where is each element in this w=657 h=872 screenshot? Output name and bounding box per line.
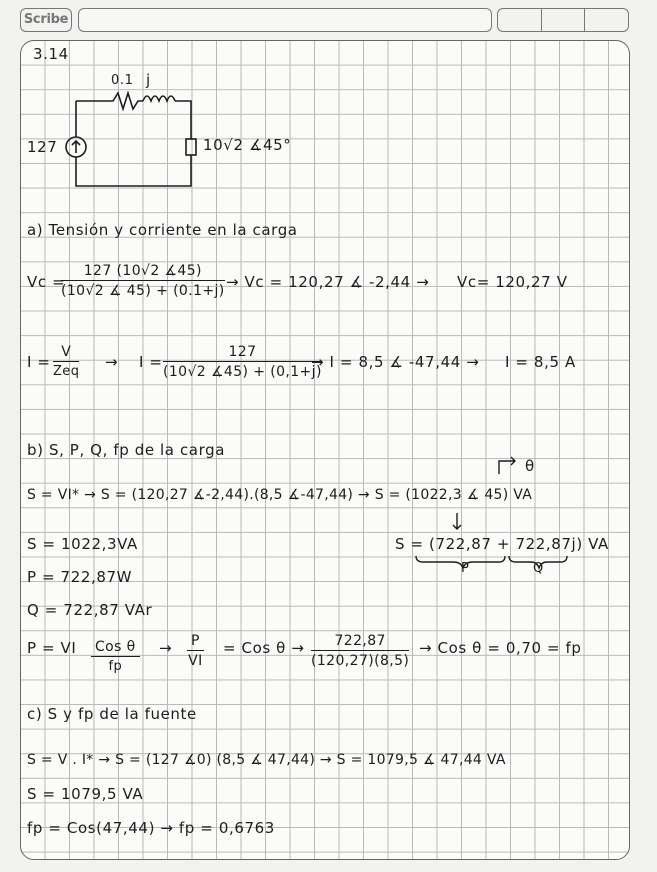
q-value: Q = 722,87 VAr bbox=[27, 601, 153, 619]
pf-result: → Cos θ = 0,70 = fp bbox=[419, 639, 582, 657]
i-step: → I = 8,5 ∡ -47,44 → bbox=[311, 353, 480, 371]
top-bar bbox=[0, 0, 657, 38]
i-arrow: → bbox=[105, 353, 119, 371]
notebook-page bbox=[20, 40, 630, 860]
vc-result: Vc= 120,27 V bbox=[457, 273, 568, 291]
pf-fp: fp bbox=[108, 659, 123, 674]
toolbar-button-3[interactable] bbox=[585, 9, 628, 31]
pf-numerator-1: P bbox=[187, 633, 204, 651]
i-denominator: (10√2 ∡45) + (0,1+j) bbox=[163, 364, 322, 380]
s-load-rect: S = (722,87 + 722,87j) VA bbox=[395, 535, 609, 553]
i-lhs: I = bbox=[27, 353, 51, 371]
i-result: I = 8,5 A bbox=[505, 353, 576, 371]
p-brace-icon bbox=[416, 556, 505, 568]
part-a-heading: a) Tensión y corriente en la carga bbox=[27, 221, 298, 239]
pf-denominator-1: VI bbox=[188, 653, 203, 669]
load-label: 10√2 ∡45° bbox=[203, 136, 292, 154]
s-source-line: S = V . I* → S = (127 ∡0) (8,5 ∡ 47,44) → S = 1079,5 ∡ 47,44 VA bbox=[27, 752, 506, 768]
inductor-label: j bbox=[146, 71, 151, 89]
q-brace-icon bbox=[509, 556, 567, 568]
pf-eq-1: = Cos θ → bbox=[223, 639, 305, 657]
s-source-value: S = 1079,5 VA bbox=[27, 785, 144, 803]
problem-number: 3.14 bbox=[33, 45, 69, 63]
toolbar bbox=[497, 8, 629, 32]
app-logo[interactable]: Scribe bbox=[20, 8, 72, 32]
part-c-heading: c) S y fp de la fuente bbox=[27, 705, 197, 723]
search-input[interactable] bbox=[78, 8, 492, 32]
fp-source-line: fp = Cos(47,44) → fp = 0,6763 bbox=[27, 819, 275, 837]
part-b-heading: b) S, P, Q, fp de la carga bbox=[27, 441, 225, 459]
vc-step: → Vc = 120,27 ∡ -2,44 → bbox=[226, 273, 430, 291]
p-value: P = 722,87W bbox=[27, 568, 133, 586]
annotation-marks bbox=[21, 41, 630, 860]
resistor-label: 0.1 bbox=[111, 73, 134, 88]
vc-numerator: 127 (10√2 ∡45) bbox=[61, 263, 225, 281]
i-numerator-v: V bbox=[53, 344, 79, 362]
toolbar-button-1[interactable] bbox=[498, 9, 542, 31]
s-load-value: S = 1022,3VA bbox=[27, 535, 138, 553]
down-arrow-icon bbox=[453, 513, 461, 529]
pf-lhs: P = VI bbox=[27, 639, 77, 657]
i-lhs-2: I = bbox=[139, 353, 163, 371]
pf-denominator-2: (120,27)(8,5) bbox=[311, 653, 410, 669]
q-brace-label: Q bbox=[533, 561, 544, 576]
pf-numerator-2: 722,87 bbox=[311, 633, 409, 651]
toolbar-button-2[interactable] bbox=[542, 9, 586, 31]
vc-lhs: Vc = bbox=[27, 273, 66, 291]
vc-denominator: (10√2 ∡ 45) + (0.1+j) bbox=[61, 283, 225, 299]
p-brace-label: P bbox=[461, 561, 470, 576]
pf-arrow-1: → bbox=[159, 639, 173, 657]
source-label: 127 bbox=[27, 138, 58, 156]
pf-cos: Cos θ bbox=[91, 639, 140, 657]
s-load-line: S = VI* → S = (120,27 ∡-2,44).(8,5 ∡-47,44) → S = (1022,3 ∡ 45) VA bbox=[27, 487, 533, 503]
i-denominator-zeq: Zeq bbox=[53, 364, 80, 379]
theta-arrow-icon bbox=[499, 457, 515, 474]
i-numerator: 127 bbox=[163, 344, 322, 362]
theta-label: θ bbox=[525, 457, 535, 475]
